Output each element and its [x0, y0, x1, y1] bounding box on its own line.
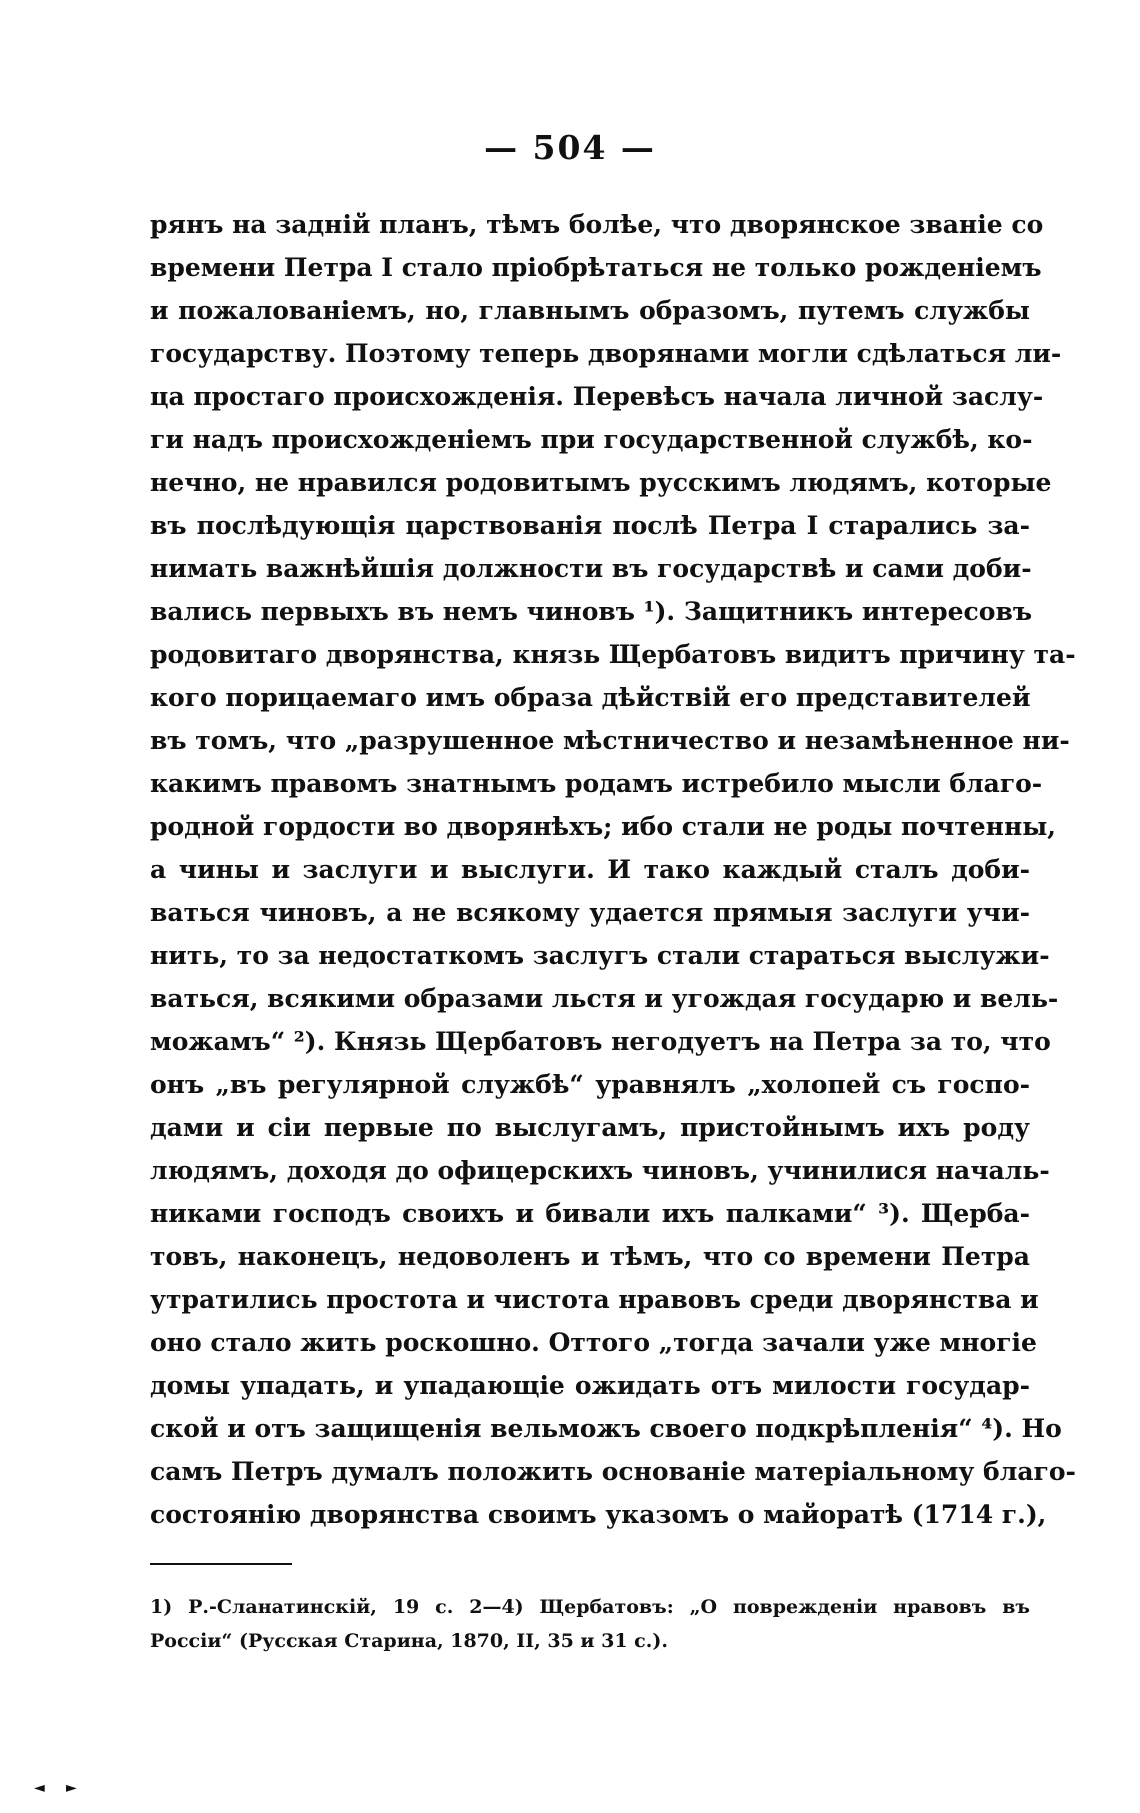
- text-line: ской и отъ защищенiя вельможъ своего подкрѣпленiя“ ⁴). Но: [150, 1414, 1062, 1443]
- scan-arrow-right-icon: ►: [66, 1780, 77, 1796]
- text-line: нечно, не нравился родовитымъ русскимъ людямъ, которые: [150, 468, 1052, 497]
- text-line: товъ, наконецъ, недоволенъ и тѣмъ, что со времени Петра: [150, 1242, 1030, 1271]
- text-line: какимъ правомъ знатнымъ родамъ истребило мысли благо-: [150, 769, 1043, 798]
- footnote-line: Россiи“ (Русская Старина, 1870, II, 35 и 31 с.).: [150, 1630, 668, 1652]
- text-line: ца простаго происхожденiя. Перевѣсъ начала личной заслу-: [150, 382, 1044, 411]
- text-line: нимать важнѣйшiя должности въ государствѣ и сами доби-: [150, 554, 1032, 583]
- text-line: рянъ на заднiй планъ, тѣмъ болѣе, что дворянское званiе со: [150, 210, 1044, 239]
- text-line: домы упадать, и упадающiе ожидать отъ милости государ-: [150, 1371, 1030, 1400]
- text-line: ваться, всякими образами льстя и угождая государю и вель-: [150, 984, 1059, 1013]
- scan-arrow-left-icon: ◄: [34, 1780, 45, 1796]
- text-line: государству. Поэтому теперь дворянами могли сдѣлаться ли-: [150, 339, 1062, 368]
- text-line: нить, то за недостаткомъ заслугъ стали стараться выслужи-: [150, 941, 1050, 970]
- text-line: состоянiю дворянства своимъ указомъ о майоратѣ (1714 г.),: [150, 1500, 1047, 1529]
- text-line: вались первыхъ въ немъ чиновъ ¹). Защитникъ интересовъ: [150, 597, 1032, 626]
- page-number: — 504 —: [484, 128, 656, 167]
- text-line: самъ Петръ думалъ положить основанiе матерiальному благо-: [150, 1457, 1076, 1486]
- text-line: можамъ“ ²). Князь Щербатовъ негодуетъ на Петра за то, что: [150, 1027, 1051, 1056]
- body-text: [150, 203, 1076, 1536]
- text-line: въ послѣдующiя царствованiя послѣ Петра I старались за-: [150, 511, 1030, 540]
- text-line: родовитаго дворянства, князь Щербатовъ видитъ причину та-: [150, 640, 1076, 669]
- footnote-line: 1) Р.-Сланатинскiй, 19 с. 2—4) Щербатовъ: „О поврежденiи нравовъ въ: [150, 1596, 1030, 1618]
- footnote-divider: [150, 1563, 292, 1565]
- text-line: родной гордости во дворянѣхъ; ибо стали не роды почтенны,: [150, 812, 1057, 841]
- text-line: а чины и заслуги и выслуги. И тако каждый сталъ доби-: [150, 855, 1030, 884]
- text-line: оно стало жить роскошно. Оттого „тогда зачали уже многiе: [150, 1328, 1037, 1357]
- text-line: ги надъ происхожденiемъ при государственной службѣ, ко-: [150, 425, 1033, 454]
- text-line: никами господъ своихъ и бивали ихъ палками“ ³). Щерба-: [150, 1199, 1030, 1228]
- text-line: и пожалованiемъ, но, главнымъ образомъ, путемъ службы: [150, 296, 1030, 325]
- text-line: дами и сiи первые по выслугамъ, пристойнымъ ихъ роду: [150, 1113, 1030, 1142]
- text-line: утратились простота и чистота нравовъ среди дворянства и: [150, 1285, 1039, 1314]
- text-line: кого порицаемаго имъ образа дѣйствiй его представителей: [150, 683, 1031, 712]
- text-line: въ томъ, что „разрушенное мѣстничество и незамѣненное ни-: [150, 726, 1070, 755]
- footnotes: [150, 1590, 1030, 1658]
- text-line: времени Петра I стало прiобрѣтаться не только рожденiемъ: [150, 253, 1042, 282]
- text-line: людямъ, доходя до офицерскихъ чиновъ, учинилися началь-: [150, 1156, 1050, 1185]
- text-line: онъ „въ регулярной службѣ“ уравнялъ „холопей съ госпо-: [150, 1070, 1030, 1099]
- text-line: ваться чиновъ, а не всякому удается прямыя заслуги учи-: [150, 898, 1030, 927]
